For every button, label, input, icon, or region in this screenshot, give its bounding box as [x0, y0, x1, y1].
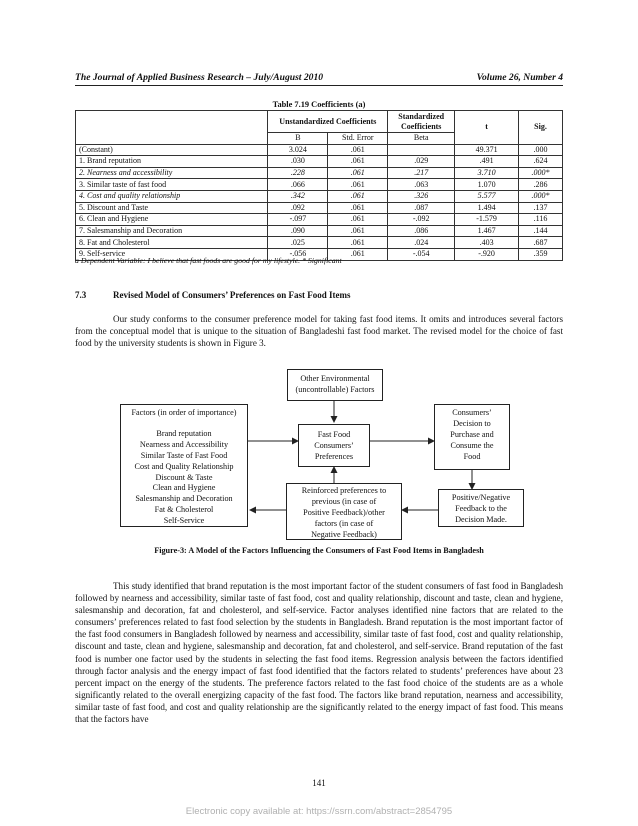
- decision-line: Purchase and: [450, 429, 494, 439]
- cell-beta: .086: [388, 225, 455, 237]
- header-t: t: [455, 111, 519, 145]
- cell-sig: .624: [519, 156, 563, 168]
- preferences-line: Fast Food: [317, 430, 351, 439]
- journal-title: The Journal of Applied Business Research – July/August 2010: [75, 72, 324, 83]
- decision-line: Decision to: [453, 418, 491, 428]
- cell-t: .491: [455, 156, 519, 168]
- decision-box: [434, 404, 510, 470]
- cell-std-error: .061: [328, 190, 388, 202]
- environmental-factors-box: [287, 369, 383, 401]
- row-label: 1. Brand reputation: [76, 156, 268, 168]
- factor-item: Similar Taste of Fast Food: [140, 450, 228, 460]
- header-sig: Sig.: [519, 111, 563, 145]
- cell-b: .030: [268, 156, 328, 168]
- cell-std-error: .061: [328, 248, 388, 260]
- preferences-line: Preferences: [314, 451, 354, 461]
- cell-std-error: .061: [328, 214, 388, 226]
- factor-item: Salesmanship and Decoration: [135, 494, 233, 504]
- paragraph-findings-text: This study identified that brand reputation is the most important factor of the student consumers of fast food in Bangladesh followed by nearness and accessibility, similar taste of fast food, cost and quality relationship, discount and taste, clean and hygiene, salesmanship and decoration, fat and cholesterol, and self-service. Factor analyses identified nine factors that are related to the consumers’ preferences related to fast food selection by the students in Bangladesh. Brand reputation is the most important factor of the fast food consumers in Bangladesh followed by nearness and accessibility, similar taste of fast food, cost and quality relationship, discount and taste, clean and hygiene, salesmanship and decoration, fat and cholesterol, and self-service. Brand reputation of the fast food is number one factor used by the students in selecting the fast food items. Regression analysis between the factors identified through factor analysis and the energy impact of fast food identified that the factors related to students’ preferences have about 23 percent impact on the energy of the students. The preference factors related to the fast food choice of the students are as a whole significantly related to the overall energizing capacity of the fast food. The factors like brand reputation, nearness and accessibility, similar taste of fast food, and cost and quality relationship are the significantly related to the energy impact of fast food. This means that the factors have: [75, 581, 563, 725]
- row-label: 5. Discount and Taste: [76, 202, 268, 214]
- decision-line: Consumers’: [452, 408, 492, 417]
- reinforced-line: Positive Feedback)/other: [303, 507, 385, 517]
- row-label: 7. Salesmanship and Decoration: [76, 225, 268, 237]
- row-label: 2. Nearness and accessibility: [76, 167, 268, 179]
- decision-line: Consume the: [450, 440, 494, 450]
- cell-t: 3.710: [455, 167, 519, 179]
- factor-item: Self-Service: [163, 516, 205, 526]
- row-label: 3. Similar taste of fast food: [76, 179, 268, 191]
- env-line: Other Environmental: [300, 374, 370, 383]
- row-label: 8. Fat and Cholesterol: [76, 237, 268, 249]
- header-std-error: Std. Error: [328, 133, 388, 145]
- feedback-box: [438, 489, 524, 527]
- ssrn-footer: Electronic copy available at: https://ssrn.com/abstract=2854795: [185, 806, 453, 817]
- cell-b: .090: [268, 225, 328, 237]
- cell-t: -1.579: [455, 214, 519, 226]
- cell-beta: .024: [388, 237, 455, 249]
- page-number: 141: [312, 778, 326, 788]
- decision-line: Food: [463, 451, 481, 461]
- cell-t: 1.070: [455, 179, 519, 191]
- cell-sig: .687: [519, 237, 563, 249]
- cell-sig: .000*: [519, 167, 563, 179]
- feedback-line: Feedback to the: [455, 503, 507, 513]
- feedback-line: Decision Made.: [455, 514, 507, 524]
- reinforced-line: previous (in case of: [311, 496, 377, 506]
- row-label: 4. Cost and quality relationship: [76, 190, 268, 202]
- cell-t: 49.371: [455, 144, 519, 156]
- paragraph-findings: [75, 580, 563, 725]
- cell-b: -.097: [268, 214, 328, 226]
- reinforced-line: Reinforced preferences to: [301, 486, 387, 495]
- cell-beta: .087: [388, 202, 455, 214]
- cell-t: 5.577: [455, 190, 519, 202]
- cell-b: .228: [268, 167, 328, 179]
- cell-t: .403: [455, 237, 519, 249]
- cell-sig: .286: [519, 179, 563, 191]
- cell-std-error: .061: [328, 179, 388, 191]
- cell-t: -.920: [455, 248, 519, 260]
- row-label: (Constant): [76, 144, 268, 156]
- cell-std-error: .061: [328, 225, 388, 237]
- feedback-line: Positive/Negative: [451, 493, 511, 502]
- factor-item: Fat & Cholesterol: [154, 505, 214, 515]
- cell-t: 1.467: [455, 225, 519, 237]
- cell-sig: .144: [519, 225, 563, 237]
- cell-std-error: .061: [328, 237, 388, 249]
- factor-item: Cost and Quality Relationship: [134, 461, 234, 471]
- cell-beta: -.092: [388, 214, 455, 226]
- cell-sig: .137: [519, 202, 563, 214]
- figure-caption: Figure-3: A Model of the Factors Influencing the Consumers of Fast Food Items in Bangladesh: [154, 546, 484, 555]
- env-line: (uncontrollable) Factors: [295, 384, 375, 394]
- preferences-box: [298, 424, 370, 467]
- factor-item: Nearness and Accessibility: [139, 439, 229, 449]
- cell-std-error: .061: [328, 167, 388, 179]
- section-number: 7.3: [75, 290, 87, 300]
- cell-sig: .000: [519, 144, 563, 156]
- header-beta: Beta: [388, 133, 455, 145]
- reinforced-line: Negative Feedback): [311, 529, 377, 539]
- table-caption: Table 7.19 Coefficients (a): [272, 100, 366, 109]
- cell-beta: .063: [388, 179, 455, 191]
- header-unstandardized: Unstandardized Coefficients: [268, 111, 388, 133]
- cell-beta: -.054: [388, 248, 455, 260]
- row-label: 9. Self-service: [76, 248, 268, 260]
- cell-b: .066: [268, 179, 328, 191]
- preferences-line: Consumers’: [314, 440, 354, 450]
- reinforced-line: factors (in case of: [314, 518, 374, 528]
- cell-std-error: .061: [328, 144, 388, 156]
- volume-info: Volume 26, Number 4: [476, 72, 563, 83]
- table-note: a Dependent Variable: I believe that fast foods are good for my lifestyle. * Significant: [75, 256, 342, 265]
- cell-sig: .116: [519, 214, 563, 226]
- factor-item: Discount & Taste: [155, 472, 213, 482]
- paragraph-intro-text: Our study conforms to the consumer preference model for taking fast food items. It omits and introduces several factors from the conceptual model that is unique to the situation of Bangladeshi fast food market. The revised model for the choice of fast food by the university students is shown in Figure 3.: [75, 314, 563, 349]
- factor-item: Clean and Hygiene: [152, 483, 216, 493]
- factor-item: Brand reputation: [156, 428, 212, 438]
- cell-beta: .029: [388, 156, 455, 168]
- cell-t: 1.494: [455, 202, 519, 214]
- cell-std-error: .061: [328, 202, 388, 214]
- cell-b: .342: [268, 190, 328, 202]
- cell-b: .025: [268, 237, 328, 249]
- header-b: B: [268, 133, 328, 145]
- cell-b: -.056: [268, 248, 328, 260]
- section-title: Revised Model of Consumers’ Preferences on Fast Food Items: [113, 290, 351, 300]
- row-label: 6. Clean and Hygiene: [76, 214, 268, 226]
- factors-box: [120, 404, 248, 527]
- header-standardized: Standardized Coefficients: [388, 111, 455, 133]
- cell-b: .092: [268, 202, 328, 214]
- cell-std-error: .061: [328, 156, 388, 168]
- factors-title: Factors (in order of importance): [131, 408, 237, 417]
- cell-beta: .326: [388, 190, 455, 202]
- cell-beta: .217: [388, 167, 455, 179]
- cell-sig: .359: [519, 248, 563, 260]
- reinforced-preferences-box: [286, 483, 402, 540]
- cell-b: 3.024: [268, 144, 328, 156]
- cell-sig: .000*: [519, 190, 563, 202]
